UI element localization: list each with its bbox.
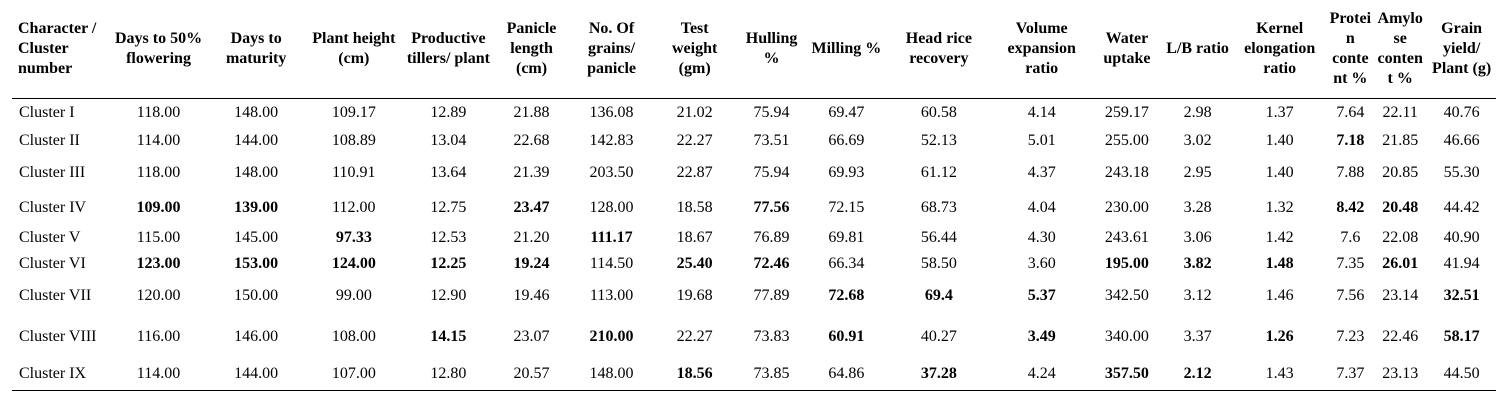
table-row (12, 191, 1496, 224)
table-cell: 2.98 (1183, 104, 1212, 122)
table-cell: 41.94 (1443, 254, 1480, 272)
table-cell: 60.58 (920, 104, 957, 122)
table-cell: 120.00 (136, 286, 181, 304)
table-cell: 73.83 (753, 327, 790, 345)
table-cell: 52.13 (920, 131, 957, 149)
table-body (12, 98, 1496, 390)
header-cell: No. Of grains/ panicle (569, 0, 654, 98)
table-cell: 146.00 (234, 327, 279, 345)
table-cell: 44.42 (1443, 199, 1480, 216)
table-cell: 357.50 (1091, 358, 1164, 390)
header-cell: Days to 50% flowering (110, 0, 208, 98)
table-cell: 18.58 (676, 199, 713, 216)
table-cell: 108.00 (331, 327, 376, 345)
table-cell: 40.27 (920, 327, 957, 345)
table-cell: 230.00 (1104, 199, 1149, 216)
table-cell: 1.40 (1265, 131, 1294, 149)
table-cell: 7.6 (1340, 228, 1361, 246)
table-cell: 342.50 (1104, 286, 1149, 304)
table-cell: 1.48 (1265, 254, 1294, 272)
table-cell: 22.27 (676, 131, 713, 149)
table-cell: 14.15 (430, 327, 467, 345)
table-cell: 77.89 (753, 286, 790, 304)
table-cell: 73.51 (753, 131, 790, 149)
table-cell: 20.85 (1382, 163, 1419, 181)
table-cell: 66.69 (828, 131, 865, 149)
table-row (12, 98, 1496, 127)
table-cell: 40.90 (1443, 228, 1480, 246)
row-label: Cluster IV (19, 199, 87, 216)
table-cell: 60.91 (828, 327, 865, 345)
table-row (12, 127, 1496, 153)
table-cell: 3.06 (1183, 228, 1212, 246)
table-cell: 128.00 (589, 199, 634, 216)
table-cell: 77.56 (753, 199, 790, 216)
row-label: Cluster III (19, 163, 86, 181)
table-cell: 75.94 (753, 163, 790, 181)
row-label: Cluster I (19, 104, 75, 122)
row-label: Cluster V (19, 228, 81, 246)
table-cell: 22.87 (676, 163, 713, 181)
table-cell: 7.37 (1327, 358, 1373, 390)
row-label: Cluster VII (19, 286, 92, 304)
table-row (12, 153, 1496, 191)
table-cell: 44.50 (1427, 358, 1496, 390)
table-cell: 111.17 (590, 228, 633, 246)
table-cell: 64.86 (808, 358, 885, 390)
table-cell: 23.13 (1373, 358, 1427, 390)
header-cell: Hulling % (735, 0, 808, 98)
table-cell: 72.15 (828, 199, 865, 216)
table-cell: 18.56 (654, 358, 735, 390)
table-cell: 3.37 (1183, 327, 1212, 345)
table-cell: 69.4 (924, 286, 953, 304)
table-cell: 12.25 (430, 254, 467, 272)
table-cell: 19.24 (513, 254, 550, 272)
header-cell: Productive tillers/ plant (403, 0, 494, 98)
table-cell: 21.85 (1382, 131, 1419, 149)
table-cell: 68.73 (920, 199, 957, 216)
header-cell: Water uptake (1091, 0, 1164, 98)
table-cell: 32.51 (1443, 286, 1480, 304)
table-row (12, 250, 1496, 276)
table-cell: 115.00 (136, 228, 181, 246)
row-label: Cluster II (19, 131, 80, 149)
table-cell: 108.89 (331, 131, 376, 149)
header-cell: Milling % (808, 0, 885, 98)
header-cell: Plant height (cm) (305, 0, 403, 98)
row-label: Cluster VIII (19, 327, 97, 345)
table-cell: 1.42 (1265, 228, 1294, 246)
header-cell: Panicle length (cm) (494, 0, 569, 98)
table-cell: 2.95 (1183, 163, 1212, 181)
table-cell: 139.00 (234, 199, 279, 216)
table-cell: 112.00 (332, 199, 376, 216)
table-cell: 21.88 (513, 104, 550, 122)
table-cell: 144.00 (207, 358, 305, 390)
table-cell: 69.81 (828, 228, 865, 246)
table-cell: 13.04 (430, 131, 467, 149)
table-cell: 3.82 (1183, 254, 1212, 272)
table-cell: 255.00 (1104, 131, 1149, 149)
table-cell: 3.12 (1183, 286, 1212, 304)
table-cell: 203.50 (589, 163, 634, 181)
table-cell: 243.18 (1104, 163, 1149, 181)
table-cell: 4.37 (1027, 163, 1056, 181)
header-cell: Head rice recovery (885, 0, 993, 98)
table-cell: 23.47 (513, 199, 550, 216)
table-cell: 4.30 (1027, 228, 1056, 246)
table-cell: 21.02 (676, 104, 713, 122)
table-cell: 7.88 (1336, 163, 1365, 181)
table-cell: 69.93 (828, 163, 865, 181)
table-cell: 55.30 (1443, 163, 1480, 181)
table-cell: 72.46 (753, 254, 790, 272)
table-cell: 107.00 (305, 358, 403, 390)
table-cell: 195.00 (1104, 254, 1149, 272)
table-cell: 5.01 (1027, 131, 1056, 149)
table-cell: 3.28 (1183, 199, 1212, 216)
table-cell: 72.68 (828, 286, 865, 304)
table-cell: 58.50 (920, 254, 957, 272)
table-cell: 4.24 (993, 358, 1091, 390)
table-cell: 19.68 (676, 286, 713, 304)
table-cell: 8.42 (1336, 199, 1365, 216)
table-cell: 12.75 (430, 199, 467, 216)
table-cell: 1.32 (1265, 199, 1294, 216)
table-cell: 123.00 (136, 254, 181, 272)
table-cell: 61.12 (920, 163, 957, 181)
header-cell-character: Character / Cluster number (12, 0, 110, 98)
table-cell: 40.76 (1443, 104, 1480, 122)
table-cell: 210.00 (589, 327, 634, 345)
table-cell: 7.56 (1336, 286, 1365, 304)
table-cell: 26.01 (1382, 254, 1419, 272)
table-cell: 25.40 (676, 254, 713, 272)
table-cell: 23.07 (513, 327, 550, 345)
table-cell: 22.46 (1382, 327, 1419, 345)
table-cell: 7.23 (1336, 327, 1365, 345)
row-label: Cluster IX (12, 358, 110, 390)
table-cell: 118.00 (136, 104, 181, 122)
table-cell: 124.00 (331, 254, 376, 272)
table-cell: 1.26 (1265, 327, 1294, 345)
table-cell: 97.33 (335, 228, 372, 246)
table-cell: 4.04 (1027, 199, 1056, 216)
table-cell: 259.17 (1104, 104, 1149, 122)
table-cell: 3.49 (1027, 327, 1056, 345)
table-cell: 340.00 (1104, 327, 1149, 345)
table-cell: 136.08 (589, 104, 634, 122)
table-cell: 21.20 (513, 228, 550, 246)
cluster-means-table (12, 0, 1496, 391)
table-cell: 12.89 (430, 104, 467, 122)
table-cell: 73.85 (735, 358, 808, 390)
table-cell: 5.37 (1027, 286, 1056, 304)
table-cell: 12.80 (403, 358, 494, 390)
header-cell: Protein content % (1327, 0, 1373, 98)
table-cell: 110.91 (332, 163, 376, 181)
table-cell: 144.00 (234, 131, 279, 149)
table-cell: 12.53 (430, 228, 467, 246)
row-label: Cluster VI (19, 254, 86, 272)
header-cell: Grain yield/ Plant (g) (1427, 0, 1496, 98)
table-cell: 148.00 (234, 104, 279, 122)
header-cell: Test weight (gm) (654, 0, 735, 98)
table-cell: 13.64 (430, 163, 467, 181)
header-cell: L/B ratio (1163, 0, 1232, 98)
table-cell: 113.00 (589, 286, 634, 304)
table-cell: 7.35 (1336, 254, 1365, 272)
header-cell: Amylose content % (1373, 0, 1427, 98)
table-cell: 2.12 (1163, 358, 1232, 390)
header-cell: Kernel elongation ratio (1232, 0, 1328, 98)
table-cell: 3.02 (1183, 131, 1212, 149)
table-cell: 1.40 (1265, 163, 1294, 181)
table-cell: 148.00 (569, 358, 654, 390)
table-cell: 22.08 (1382, 228, 1419, 246)
table-cell: 153.00 (234, 254, 279, 272)
table-cell: 46.66 (1443, 131, 1480, 149)
table-cell: 150.00 (234, 286, 279, 304)
table-cell: 1.46 (1265, 286, 1294, 304)
header-cell: Days to maturity (207, 0, 305, 98)
table-cell: 56.44 (920, 228, 957, 246)
table-cell: 3.60 (1027, 254, 1056, 272)
table-cell: 18.67 (676, 228, 713, 246)
table-cell: 66.34 (828, 254, 865, 272)
table-cell: 12.90 (430, 286, 467, 304)
table-cell: 22.11 (1382, 104, 1418, 122)
table-cell: 4.14 (1027, 104, 1056, 122)
table-cell: 1.37 (1265, 104, 1294, 122)
table-cell: 243.61 (1104, 228, 1149, 246)
table-cell: 76.89 (753, 228, 790, 246)
header-row (12, 0, 1496, 98)
table-cell: 20.57 (494, 358, 569, 390)
table-row (12, 276, 1496, 314)
table-cell: 21.39 (513, 163, 550, 181)
table-row (12, 224, 1496, 250)
table-cell: 99.00 (335, 286, 372, 304)
table-cell: 109.00 (136, 199, 181, 216)
table-cell: 145.00 (234, 228, 279, 246)
table-cell: 114.00 (110, 358, 208, 390)
table-cell: 148.00 (234, 163, 279, 181)
table-cell: 19.46 (513, 286, 550, 304)
table-cell: 20.48 (1382, 199, 1419, 216)
table-cell: 69.47 (828, 104, 865, 122)
table-cell: 142.83 (589, 131, 634, 149)
table-cell: 22.68 (513, 131, 550, 149)
table-cell: 114.00 (136, 131, 181, 149)
table-row (12, 358, 1496, 390)
table-cell: 116.00 (136, 327, 181, 345)
table-cell: 1.43 (1232, 358, 1328, 390)
table-cell: 109.17 (331, 104, 376, 122)
table-cell: 118.00 (136, 163, 181, 181)
table-row (12, 314, 1496, 358)
table-cell: 58.17 (1443, 327, 1480, 345)
table-cell: 23.14 (1382, 286, 1419, 304)
table-cell: 7.64 (1336, 104, 1365, 122)
table-cell: 75.94 (753, 104, 790, 122)
table-cell: 22.27 (676, 327, 713, 345)
table-cell: 114.50 (589, 254, 634, 272)
table-cell: 7.18 (1336, 131, 1365, 149)
table-cell: 37.28 (885, 358, 993, 390)
header-cell: Volume expansion ratio (993, 0, 1091, 98)
